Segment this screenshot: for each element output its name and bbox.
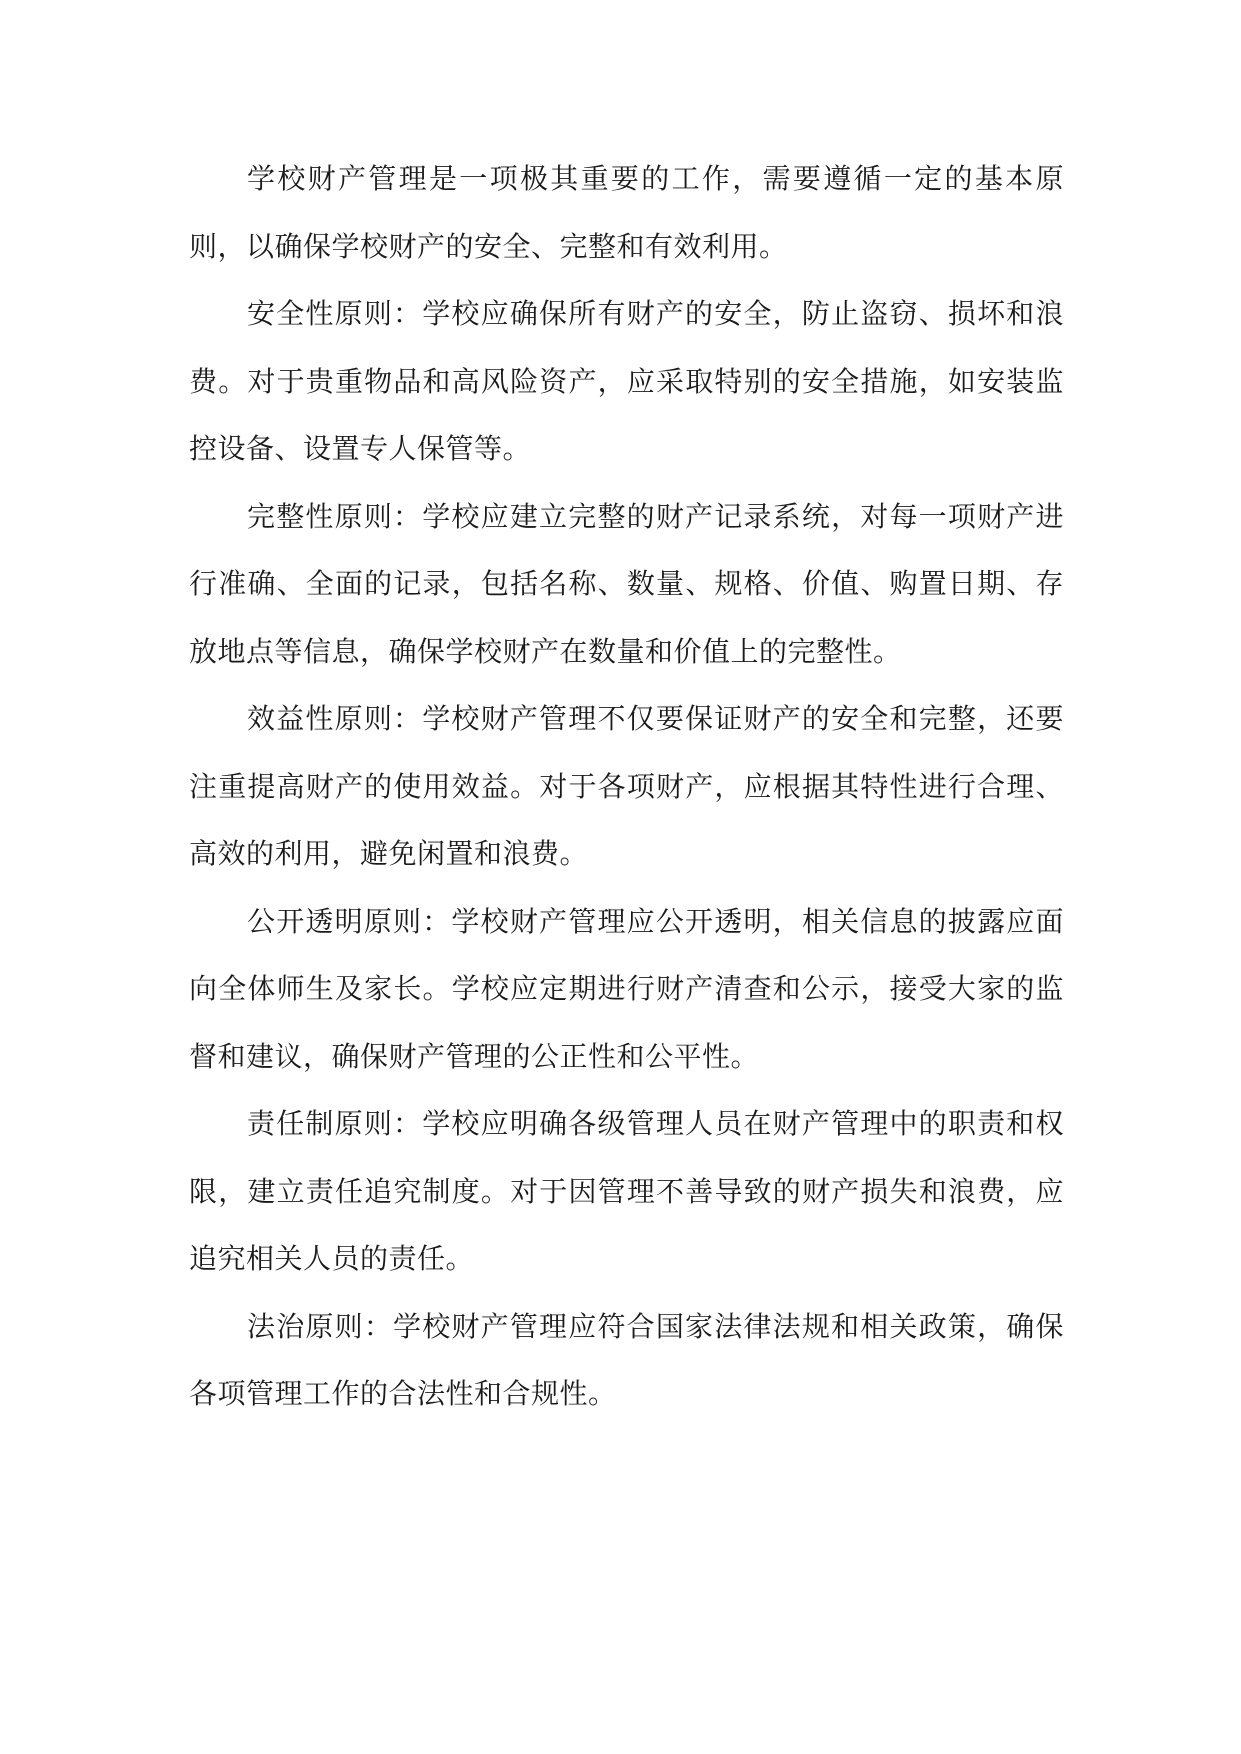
paragraph-rule-of-law-principle: 法治原则：学校财产管理应符合国家法律法规和相关政策，确保各项管理工作的合法性和合规性。 bbox=[189, 1309, 1064, 1410]
document-body bbox=[189, 145, 1064, 1428]
paragraph-intro: 学校财产管理是一项极其重要的工作，需要遵循一定的基本原则，以确保学校财产的安全、完整和有效利用。 bbox=[189, 162, 1064, 263]
paragraph-responsibility-principle: 责任制原则：学校应明确各级管理人员在财产管理中的职责和权限，建立责任追究制度。对于因管理不善导致的财产损失和浪费，应追究相关人员的责任。 bbox=[189, 1107, 1064, 1275]
paragraph-efficiency-principle: 效益性原则：学校财产管理不仅要保证财产的安全和完整，还要注重提高财产的使用效益。对于各项财产，应根据其特性进行合理、高效的利用，避免闲置和浪费。 bbox=[189, 702, 1064, 870]
paragraph-transparency-principle: 公开透明原则：学校财产管理应公开透明，相关信息的披露应面向全体师生及家长。学校应定期进行财产清查和公示，接受大家的监督和建议，确保财产管理的公正性和公平性。 bbox=[189, 904, 1064, 1073]
paragraph-integrity-principle: 完整性原则：学校应建立完整的财产记录系统，对每一项财产进行准确、全面的记录，包括名称、数量、规格、价值、购置日期、存放地点等信息，确保学校财产在数量和价值上的完整性。 bbox=[189, 499, 1064, 668]
paragraph-safety-principle: 安全性原则：学校应确保所有财产的安全，防止盗窃、损坏和浪费。对于贵重物品和高风险资产，应采取特别的安全措施，如安装监控设备、设置专人保管等。 bbox=[189, 297, 1064, 465]
